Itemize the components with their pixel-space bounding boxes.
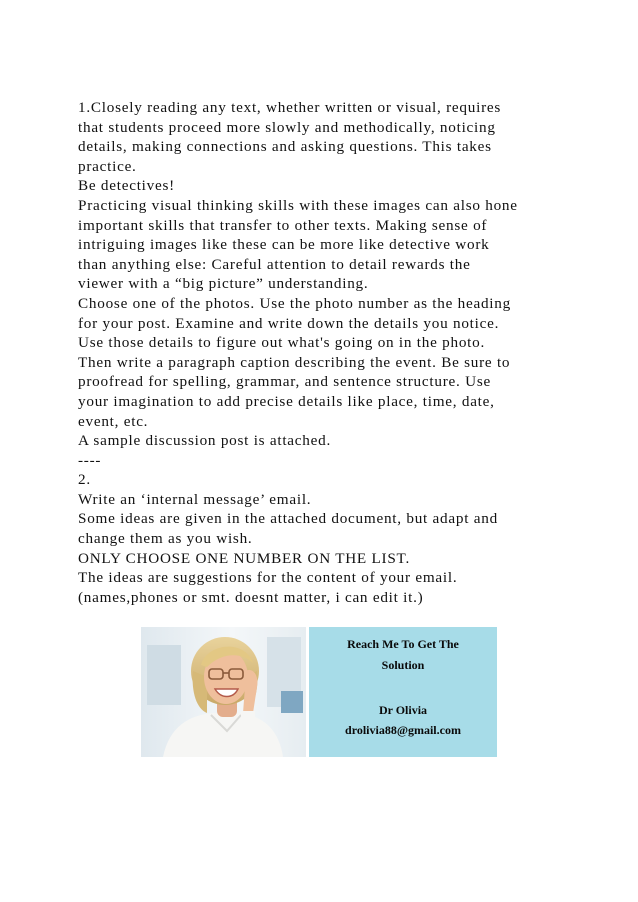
text-line: (names,phones or smt. doesnt matter, i can edit it.) xyxy=(78,588,424,606)
woman-photo xyxy=(141,627,306,757)
contact-panel xyxy=(309,627,497,757)
text-line: Then write a paragraph caption describing the event. Be sure to xyxy=(78,353,511,371)
text-line: proofread for spelling, grammar, and sentence structure. Use xyxy=(78,373,491,391)
text-line: that students proceed more slowly and methodically, noticing xyxy=(78,118,496,136)
text-line: than anything else: Careful attention to detail rewards the xyxy=(78,255,471,273)
text-line: Some ideas are given in the attached document, but adapt and xyxy=(78,510,498,528)
text-line: 1.Closely reading any text, whether written or visual, requires xyxy=(78,99,502,116)
text-line: practice. xyxy=(78,157,137,175)
text-line: The ideas are suggestions for the content of your email. xyxy=(78,569,458,587)
text-line: intriguing images like these can be more like detective work xyxy=(78,236,490,254)
text-line: your imagination to add precise details like place, time, date, xyxy=(78,392,495,410)
contact-email[interactable]: drolivia88@gmail.com xyxy=(345,723,461,737)
document-body xyxy=(78,98,578,607)
banner-headline: Reach Me To Get The xyxy=(347,637,459,651)
text-line: 2. xyxy=(78,471,91,489)
banner-subheadline: Solution xyxy=(381,658,425,672)
text-line: Practicing visual thinking skills with these images can also hone xyxy=(78,196,518,214)
text-line: Use those details to figure out what's going on in the photo. xyxy=(78,334,486,352)
text-line: details, making connections and asking questions. This takes xyxy=(78,138,492,156)
contact-name: Dr Olivia xyxy=(378,703,428,717)
text-line: ONLY CHOOSE ONE NUMBER ON THE LIST. xyxy=(78,549,410,567)
text-line: Write an ‘internal message’ email. xyxy=(78,490,312,508)
text-line: important skills that transfer to other texts. Making sense of xyxy=(78,216,488,234)
contact-banner xyxy=(141,627,497,757)
text-line: A sample discussion post is attached. xyxy=(78,432,332,450)
text-line: event, etc. xyxy=(78,412,149,430)
text-line: change them as you wish. xyxy=(78,530,253,548)
text-line: viewer with a “big picture” understanding. xyxy=(78,275,369,293)
text-line: Choose one of the photos. Use the photo number as the heading xyxy=(78,294,511,312)
text-line: ---- xyxy=(78,451,102,469)
text-line: Be detectives! xyxy=(78,177,175,195)
text-line: for your post. Examine and write down the details you notice. xyxy=(78,314,500,332)
